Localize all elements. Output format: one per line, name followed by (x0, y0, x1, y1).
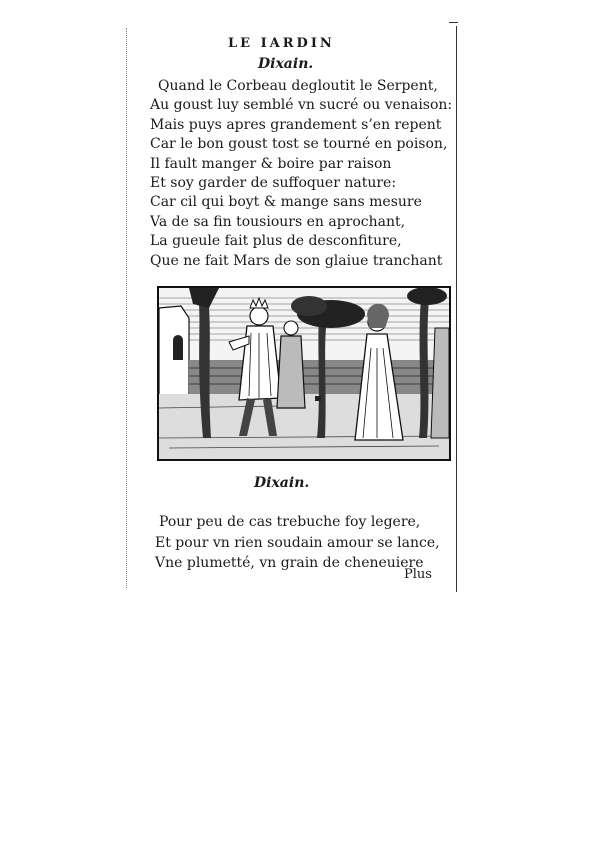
verse-line: Car cil qui boyt & mange sans mesure (150, 194, 422, 211)
verse-line: Pour peu de cas trebuche foy legere, (159, 514, 421, 530)
verse-line: Car le bon goust tost se tourné en poison, (150, 136, 448, 153)
dixain-1-verse (150, 77, 452, 271)
gutter-dots (126, 28, 129, 588)
verse-line: Mais puys apres grandement s’en repent (150, 116, 442, 133)
verse-line: Va de sa fin tousiours en aprochant, (150, 213, 406, 230)
woodcut-illustration (157, 286, 451, 461)
page-edge-tick (449, 22, 458, 23)
verse-line: Il fault manger & boire par raison (150, 155, 392, 172)
catchword: Plus (404, 567, 432, 582)
verse-line: Que ne fait Mars de son glaiue tranchant (150, 252, 443, 269)
verse-line: Quand le Corbeau degloutit le Serpent, (158, 78, 438, 94)
page-edge-line (456, 26, 457, 592)
running-head: LE IARDIN (228, 36, 335, 51)
verse-line: La gueule fait plus de desconfiture, (150, 233, 402, 250)
verse-line: Et pour vn rien soudain amour se lance, (155, 534, 440, 551)
verse-line: Au goust luy semblé vn sucré ou venaison: (150, 97, 453, 114)
dixain-2-heading: Dixain. (254, 475, 310, 491)
verse-line: Vne plumetté, vn grain de cheneuiere (155, 555, 424, 571)
dixain-1-heading: Dixain. (258, 56, 314, 72)
verse-line: Et soy garder de suffoquer nature: (150, 175, 397, 192)
dixain-2-verse (155, 512, 440, 574)
